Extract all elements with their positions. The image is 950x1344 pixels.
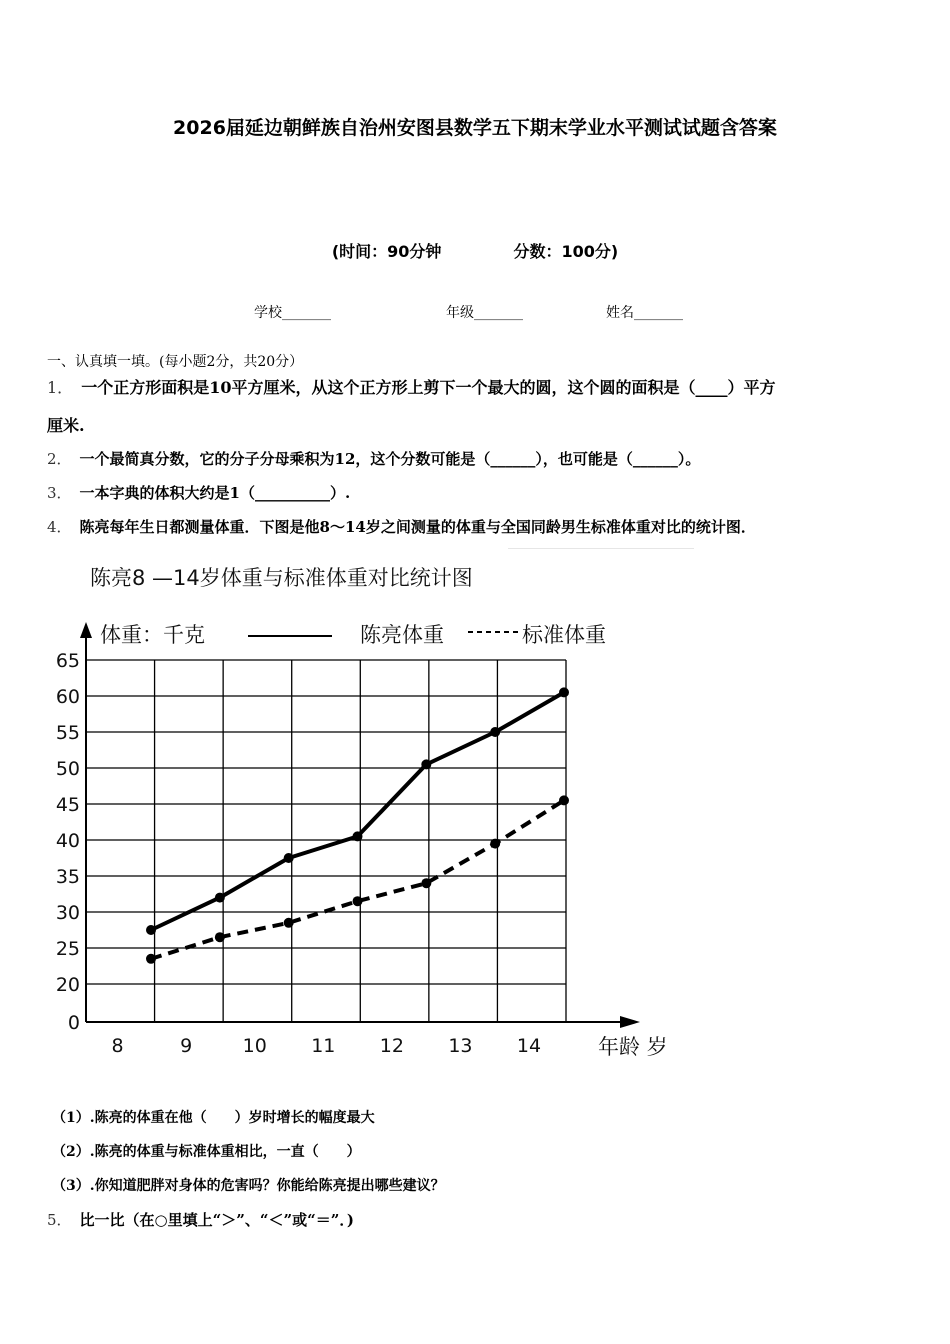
chenliang-weight-point <box>421 759 431 769</box>
question-text: 比一比（在○里填上“＞”、“＜”或“＝”．) <box>79 1211 355 1229</box>
exam-meta <box>0 239 950 262</box>
name-field[interactable]: 姓名_______ <box>606 305 683 321</box>
standard-weight-point <box>353 896 363 906</box>
section-heading: 一、认真填一填。(每小题2分，共20分） <box>47 354 304 370</box>
weight-line-chart <box>42 552 692 1067</box>
x-tick-label: 9 <box>180 1035 193 1057</box>
question-3 <box>47 482 350 503</box>
chenliang-weight-point <box>353 831 363 841</box>
y-tick-label: 55 <box>55 722 80 744</box>
divider <box>508 548 694 549</box>
y-axis-label: 体重：千克 <box>100 623 205 647</box>
question-number: 3． <box>47 484 72 502</box>
standard-weight-point <box>490 839 500 849</box>
y-tick-label: 30 <box>55 902 80 924</box>
standard-weight-point <box>559 795 569 805</box>
question-4-part-3: （3）.你知道肥胖对身体的危害吗？你能给陈亮提出哪些建议？ <box>52 1178 445 1194</box>
y-tick-label: 60 <box>55 686 80 708</box>
x-tick-label: 12 <box>379 1035 404 1057</box>
question-number: 5． <box>47 1211 72 1229</box>
x-axis-label: 年龄 岁 <box>598 1035 668 1059</box>
chenliang-weight-point <box>215 893 225 903</box>
question-text: 一个最简真分数，它的分子分母乘积为12，这个分数可能是（______），也可能是（______）。 <box>79 450 701 468</box>
standard-weight-line <box>151 800 564 958</box>
chenliang-weight-point <box>284 853 294 863</box>
school-field[interactable]: 学校_______ <box>254 305 331 321</box>
grade-field[interactable]: 年级_______ <box>446 305 523 321</box>
legend-solid-label: 陈亮体重 <box>360 623 444 647</box>
question-1 <box>47 375 775 398</box>
y-tick-label: 0 <box>67 1012 80 1034</box>
question-4 <box>47 516 756 537</box>
exam-score: 分数：100分) <box>513 242 619 261</box>
question-text: 一个正方形面积是10平方厘米，从这个正方形上剪下一个最大的圆，这个圆的面积是（____）平方 <box>81 378 776 397</box>
exam-time: (时间：90分钟 <box>331 242 442 261</box>
standard-weight-point <box>421 878 431 888</box>
chenliang-weight-line <box>151 692 564 930</box>
x-tick-label: 11 <box>311 1035 336 1057</box>
question-1-continued: 厘米. <box>47 416 85 435</box>
standard-weight-point <box>215 932 225 942</box>
standard-weight-point <box>284 918 294 928</box>
y-tick-label: 65 <box>55 650 80 672</box>
y-axis-arrow <box>80 622 92 638</box>
y-tick-label: 25 <box>55 938 80 960</box>
question-number: 2． <box>47 450 72 468</box>
x-tick-label: 14 <box>516 1035 542 1057</box>
chenliang-weight-point <box>559 687 569 697</box>
y-tick-label: 45 <box>55 794 80 816</box>
x-tick-label: 8 <box>111 1035 124 1057</box>
chenliang-weight-point <box>490 727 500 737</box>
question-4-part-1: （1）.陈亮的体重在他（ ）岁时增长的幅度最大 <box>52 1110 375 1126</box>
standard-weight-point <box>146 954 156 964</box>
page-title: 2026届延边朝鲜族自治州安图县数学五下期末学业水平测试试题含答案 <box>173 117 777 139</box>
x-tick-label: 10 <box>242 1035 267 1057</box>
question-text: 陈亮每年生日都测量体重．下图是他8～14岁之间测量的体重与全国同龄男生标准体重对比的统计图． <box>79 518 756 536</box>
question-5 <box>47 1209 354 1230</box>
y-tick-label: 35 <box>55 866 80 888</box>
y-tick-label: 20 <box>55 974 80 996</box>
question-number: 4． <box>47 518 72 536</box>
y-tick-label: 40 <box>55 830 80 852</box>
question-2 <box>47 448 700 469</box>
question-4-part-2: （2）.陈亮的体重与标准体重相比，一直（ ） <box>52 1144 361 1160</box>
question-text: 一本字典的体积大约是1（__________）. <box>79 484 351 502</box>
question-number: 1． <box>47 378 74 397</box>
chenliang-weight-point <box>146 925 156 935</box>
x-tick-label: 13 <box>448 1035 473 1057</box>
legend-dashed-label: 标准体重 <box>522 623 606 647</box>
x-axis-arrow <box>620 1016 640 1028</box>
chart-title: 陈亮8 —14岁体重与标准体重对比统计图 <box>90 566 473 590</box>
y-tick-label: 50 <box>55 758 80 780</box>
